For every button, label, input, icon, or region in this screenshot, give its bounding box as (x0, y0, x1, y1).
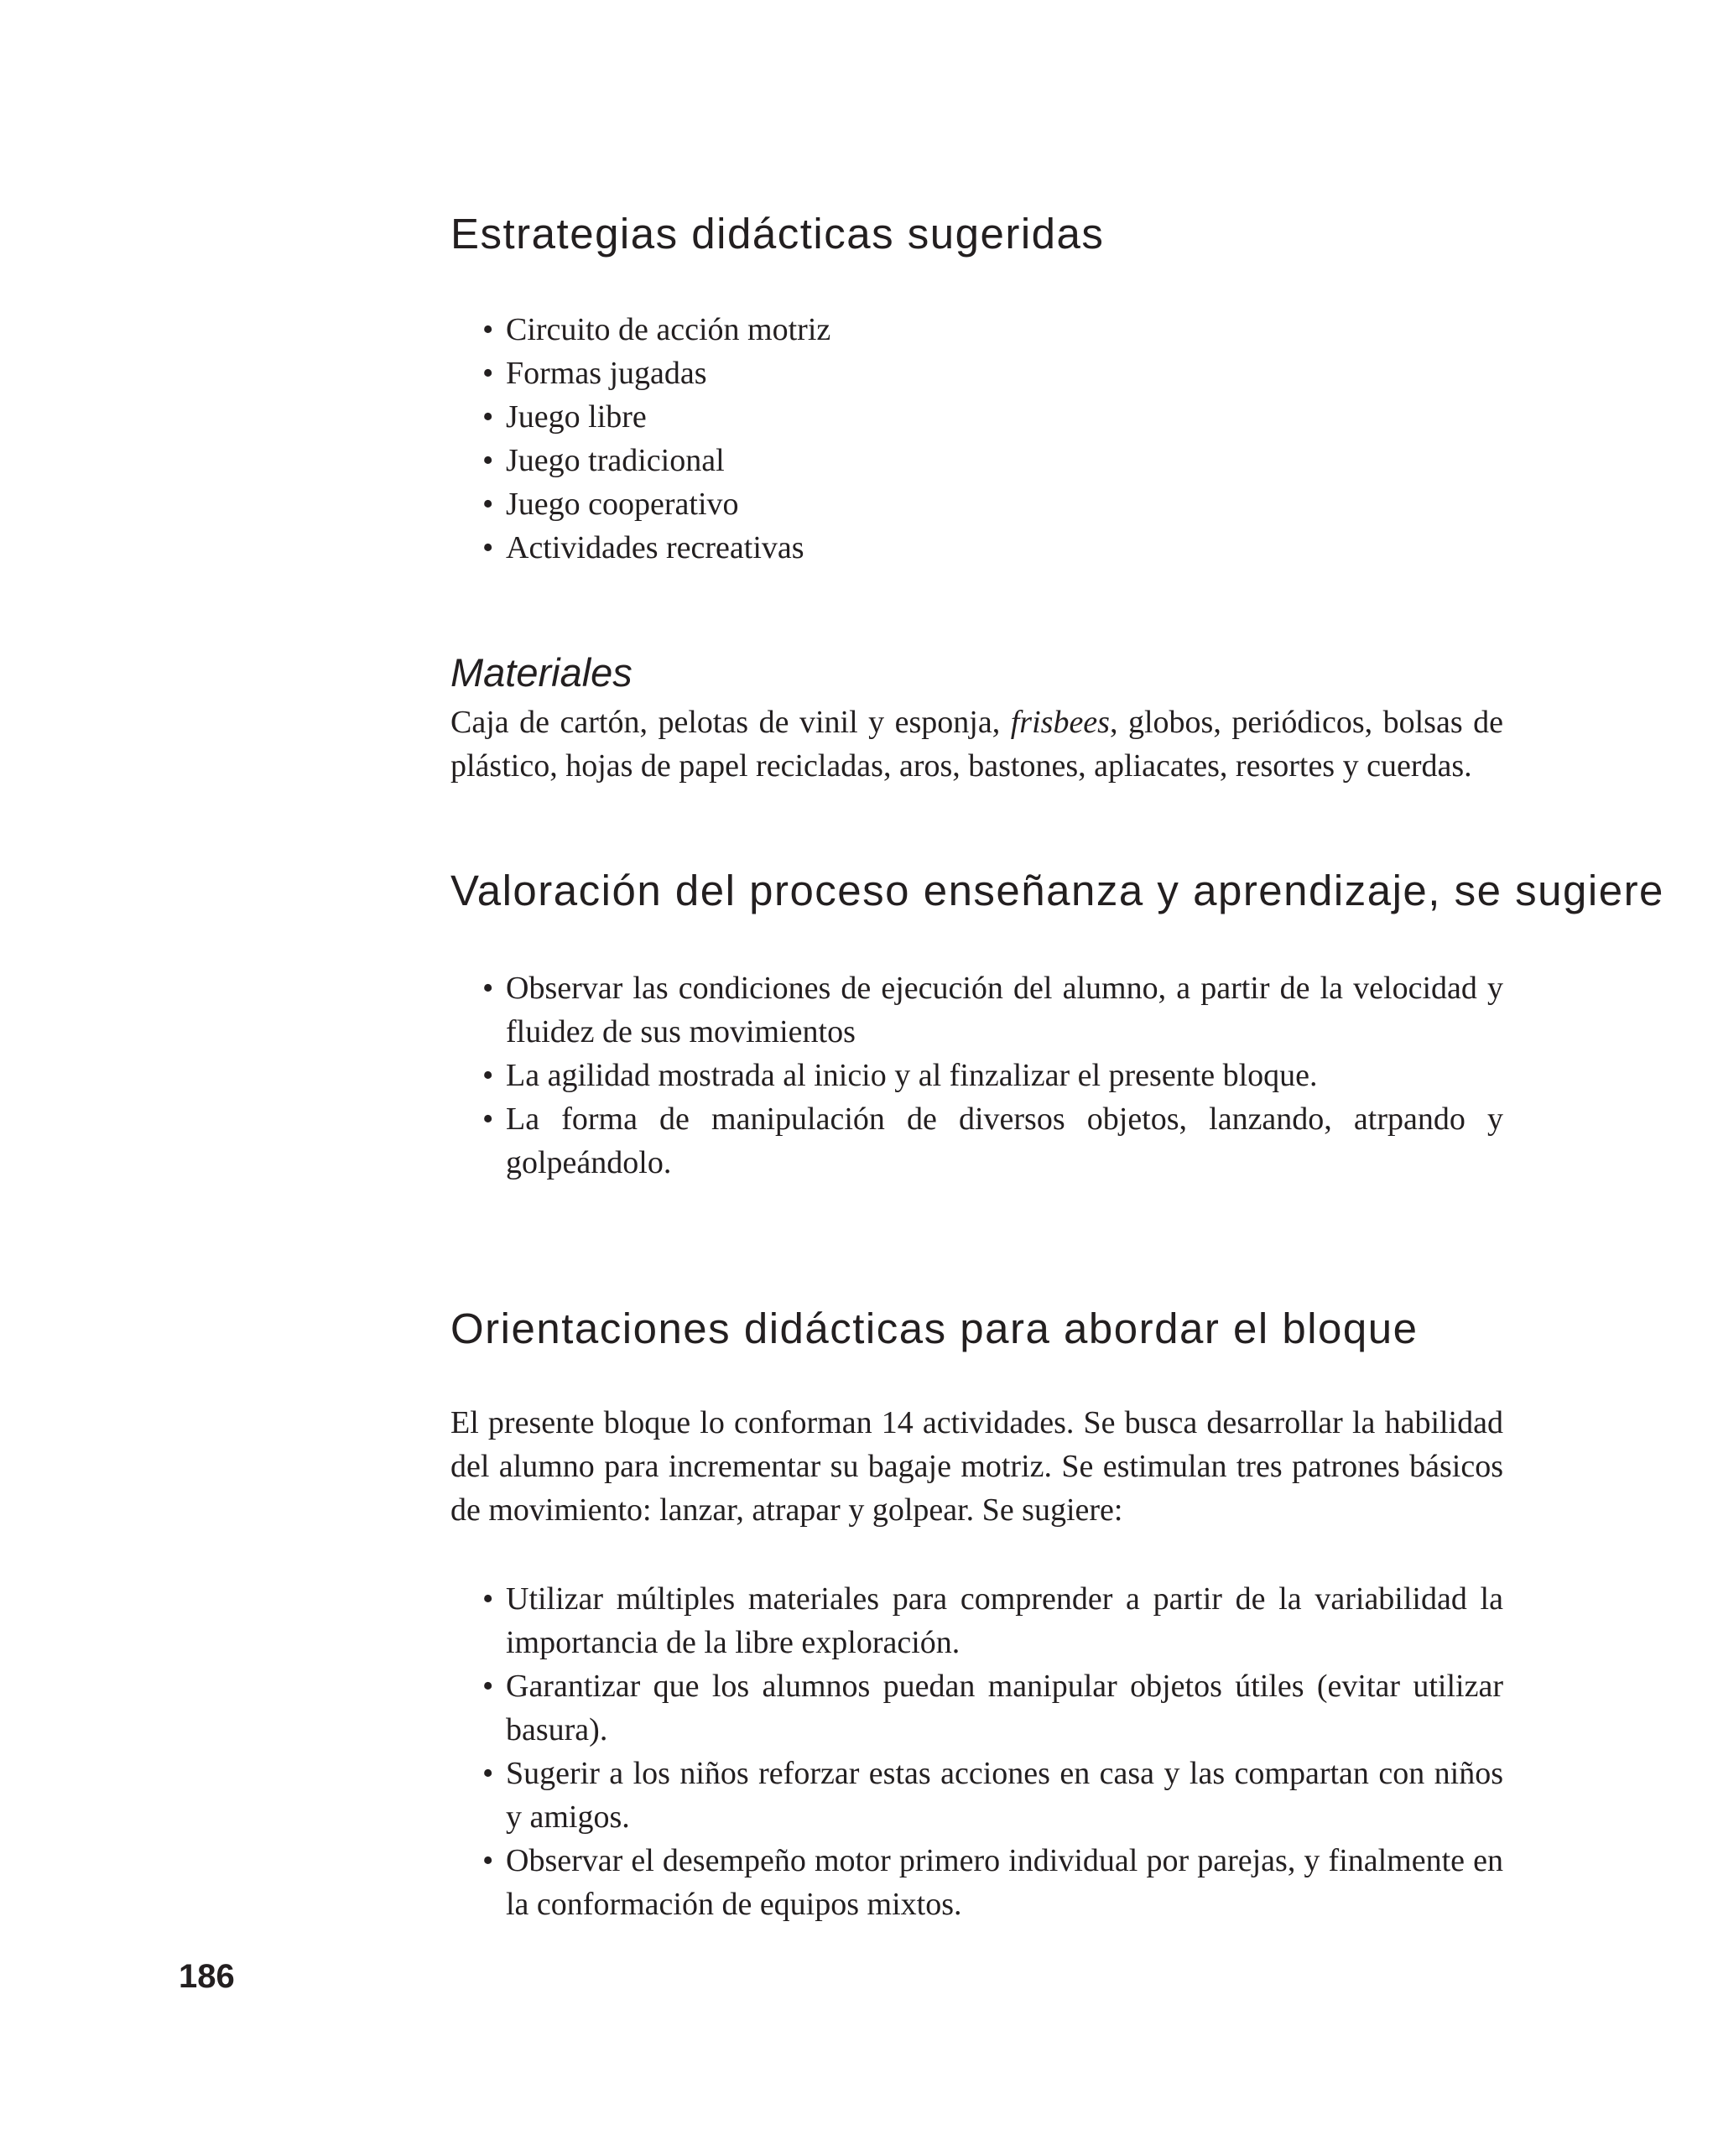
bullet-icon: • (482, 1058, 494, 1093)
bullet-icon: • (482, 1581, 494, 1617)
bullet-icon: • (482, 1843, 494, 1878)
list-item: • Utilizar múltiples materiales para comprender a partir de la variabilidad la importancia de la libre exploración. (450, 1577, 1503, 1664)
list-item: • Formas jugadas (450, 352, 1503, 395)
list-item: • Juego libre (450, 395, 1503, 439)
bullet-icon: • (482, 399, 494, 435)
list-item: • Observar el desempeño motor primero individual por parejas, y finalmente en la conformación de equipos mixtos. (450, 1839, 1503, 1926)
bullet-icon: • (482, 487, 494, 522)
list-estrategias (450, 308, 1503, 570)
orientaciones-paragraph: El presente bloque lo conforman 14 actividades. Se busca desarrollar la habilidad del alumno para incrementar su bagaje motriz. Se estimulan tres patrones básicos de movimiento: lanzar, atrapar y golpear. Se sugiere: (450, 1405, 1503, 1528)
list-item: • La forma de manipulación de diversos objetos, lanzando, atrpando y golpeándolo. (450, 1097, 1503, 1185)
list-orientaciones (450, 1577, 1503, 1926)
list-item: • Garantizar que los alumnos puedan manipular objetos útiles (evitar utilizar basura). (450, 1664, 1503, 1752)
heading-materiales: Materiales (450, 650, 633, 695)
list-item: • Circuito de acción motriz (450, 308, 1503, 352)
list-item: • Actividades recreativas (450, 526, 1503, 570)
list-item: • Sugerir a los niños reforzar estas acciones en casa y las compartan con niños y amigos. (450, 1752, 1503, 1839)
bullet-icon: • (482, 1669, 494, 1704)
materiales-text: Caja de cartón, pelotas de vinil y esponja, frisbees, globos, periódicos, bolsas de plástico, hojas de papel recicladas, aros, bastones, apliacates, resortes y cuerdas. (450, 705, 1503, 784)
heading-valoracion: Valoración del proceso enseñanza y aprendizaje, se sugiere (450, 867, 1664, 914)
list-item: • Juego cooperativo (450, 482, 1503, 526)
bullet-icon: • (482, 356, 494, 391)
heading-orientaciones: Orientaciones didácticas para abordar el bloque (450, 1305, 1419, 1352)
heading-estrategias: Estrategias didácticas sugeridas (450, 210, 1105, 258)
list-item: • La agilidad mostrada al inicio y al finzalizar el presente bloque. (450, 1054, 1503, 1097)
bullet-icon: • (482, 312, 494, 347)
bullet-icon: • (482, 443, 494, 478)
bullet-icon: • (482, 971, 494, 1006)
page-number: 186 (179, 1958, 235, 1995)
list-item: • Juego tradicional (450, 439, 1503, 482)
list-valoracion (450, 966, 1503, 1185)
bullet-icon: • (482, 530, 494, 565)
bullet-icon: • (482, 1756, 494, 1791)
bullet-icon: • (482, 1101, 494, 1137)
list-item: • Observar las condiciones de ejecución del alumno, a partir de la velocidad y fluidez de sus movimientos (450, 966, 1503, 1054)
